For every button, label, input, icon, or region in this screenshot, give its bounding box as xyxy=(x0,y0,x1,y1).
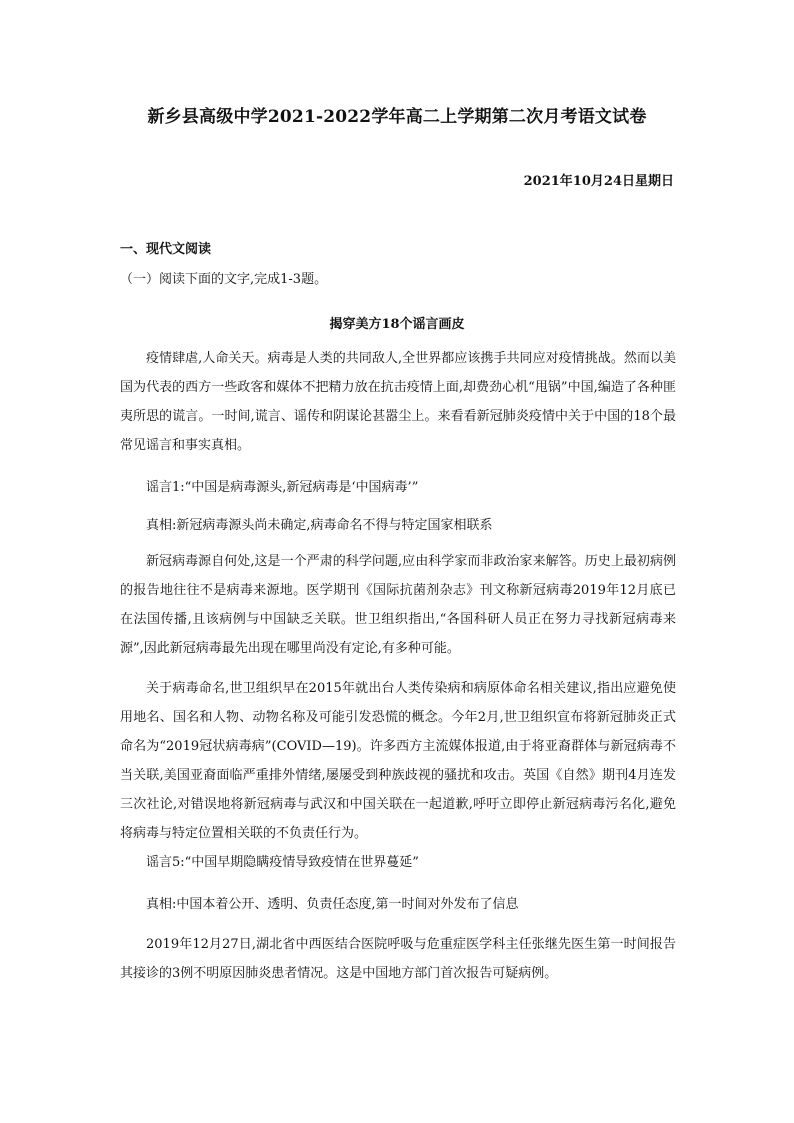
exam-date: 2021年10月24日星期日 xyxy=(523,174,674,189)
reading-instruction: （一）阅读下面的文字,完成1-3题。 xyxy=(120,272,328,287)
article-paragraph: 2019年12月27日,湖北省中西医结合医院呼吸与危重症医学科主任张继先医生第一时间报告其接诊的3例不明原因肺炎患者情况。这是中国地方部门首次报告可疑病例。 xyxy=(120,937,676,981)
document-title: 新乡县高级中学2021-2022学年高二上学期第二次月考语文试卷 xyxy=(147,107,647,127)
truth-heading: 真相:新冠病毒源头尚未确定,病毒命名不得与特定国家相联系 xyxy=(146,518,493,533)
article-paragraph: 关于病毒命名,世卫组织早在2015年就出台人类传染病和病原体命名相关建议,指出应避免使用地名、国名和人物、动物名称及可能引发恐慌的概念。今年2月,世卫组织宣布将新冠肺炎正式命名为“2019冠状病毒病”(COVID—19)。许多西方主流媒体报道,由于将亚裔群体与新冠病毒不当关联,美国亚裔面临严重排外情绪,屡屡受到种族歧视的骚扰和攻击。英国《自然》期刊4月连发三次社论,对错误地将新冠病毒与武汉和中国关联在一起道歉,呼吁立即停止新冠病毒污名化,避免将病毒与特定位置相关联的不负责任行为。 xyxy=(120,681,676,841)
article-paragraph: 新冠病毒源自何处,这是一个严肃的科学问题,应由科学家而非政治家来解答。历史上最初病例的报告地往往不是病毒来源地。医学期刊《国际抗菌剂杂志》刊文称新冠病毒2019年12月底已在法国传播,且该病例与中国缺乏关联。世卫组织指出,“各国科研人员正在努力寻找新冠病毒来源”,因此新冠病毒最先出现在哪里尚没有定论,有多种可能。 xyxy=(120,554,676,656)
rumor-heading: 谣言1:“中国是病毒源头,新冠病毒是‘中国病毒’” xyxy=(146,480,419,495)
article-paragraph: 疫情肆虐,人命关天。病毒是人类的共同敌人,全世界都应该携手共同应对疫情挑战。然而以美国为代表的西方一些政客和媒体不把精力放在抗击疫情上面,却费劲心机“甩锅”中国,编造了各种匪夷所思的谎言。一时间,谎言、谣传和阴谋论甚嚣尘上。来看看新冠肺炎疫情中关于中国的18个最常见谣言和事实真相。 xyxy=(120,351,676,453)
truth-heading: 真相:中国本着公开、透明、负责任态度,第一时间对外发布了信息 xyxy=(146,897,519,912)
rumor-heading: 谣言5:“中国早期隐瞒疫情导致疫情在世界蔓延” xyxy=(146,855,419,870)
article-title: 揭穿美方18个谣言画皮 xyxy=(329,317,465,332)
section-heading: 一、现代文阅读 xyxy=(120,242,212,257)
